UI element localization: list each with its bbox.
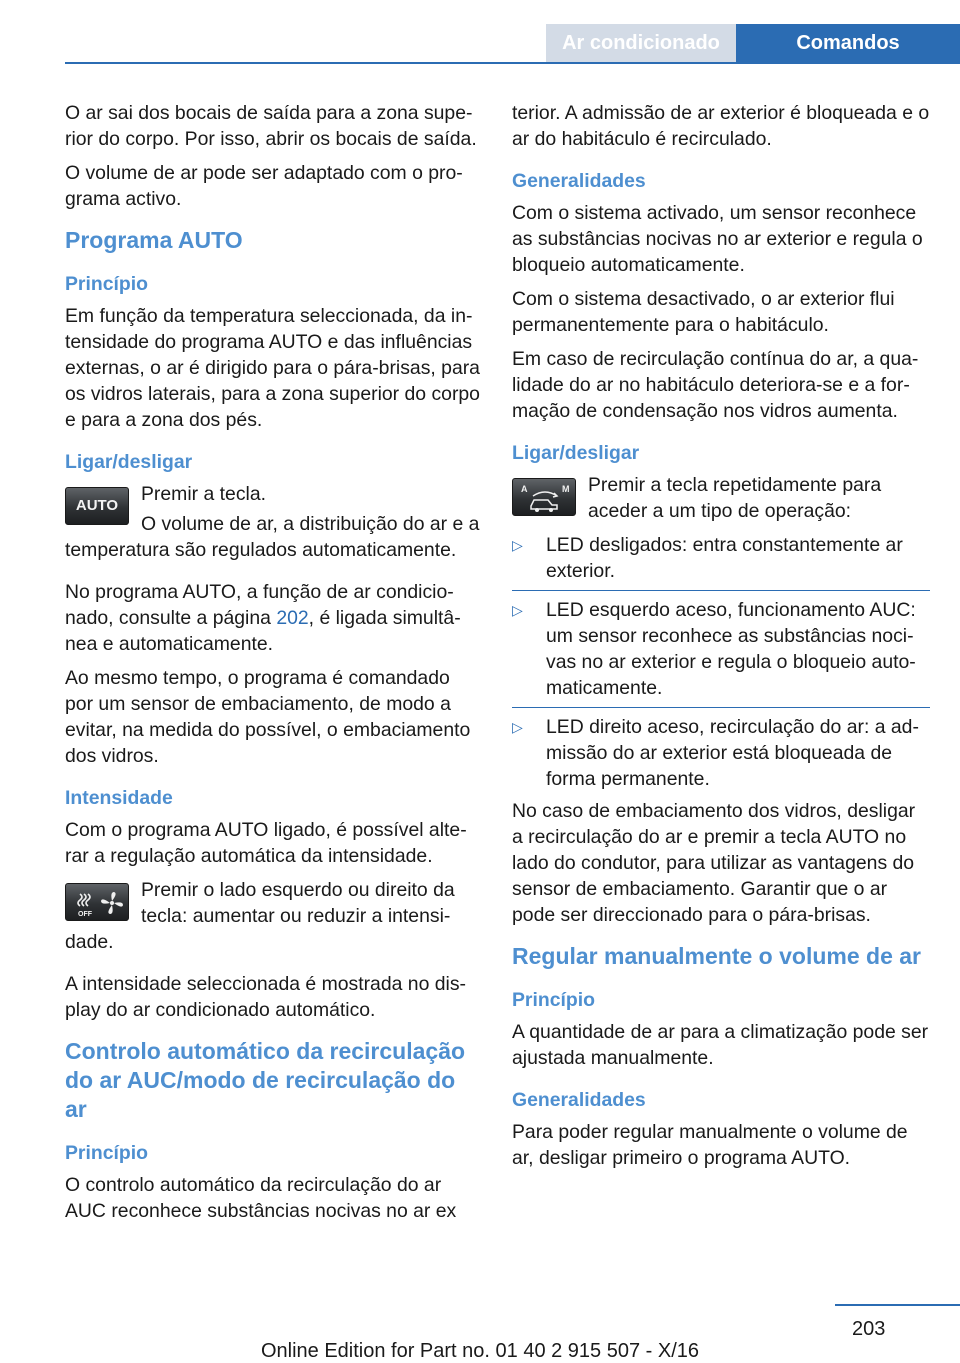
- triangle-bullet-icon: ▷: [512, 537, 523, 553]
- paragraph: Premir o lado esquerdo ou direito da tecla: aumentar ou reduzir a intensidade.: [65, 879, 455, 953]
- fan-intensity-button-icon: [65, 883, 129, 921]
- paragraph: Para poder regular manualmente o volume de ar, desligar primeiro o programa AUTO.: [512, 1121, 908, 1169]
- paragraph: No programa AUTO, a função de ar condicionado, consulte a página 202, é ligada simultânea e automaticamente.: [65, 581, 461, 655]
- subheading-principio: Princípio: [512, 989, 595, 1011]
- triangle-bullet-icon: ▷: [512, 719, 523, 735]
- paragraph: O volume de ar pode ser adaptado com o programa activo.: [65, 162, 463, 210]
- subheading-generalidades: Generalidades: [512, 1089, 646, 1111]
- header-chapter-tab: Comandos: [736, 24, 960, 62]
- paragraph: A intensidade seleccionada é mostrada no display do ar condicionado automático.: [65, 973, 467, 1021]
- paragraph: O controlo automático da recirculação do ar AUC reconhece substâncias nocivas no ar ex: [65, 1174, 457, 1222]
- recirc-button-row: [512, 472, 930, 532]
- paragraph: Em função da temperatura seleccionada, da intensidade do programa AUTO e das influências externas, o ar é dirigido para o pára-brisas, para os vidros laterais, para a zona superior do corpo e para a zona dos pés.: [65, 305, 480, 431]
- header-rule: [65, 62, 960, 64]
- header-section-tab: Ar condicionado: [546, 24, 736, 62]
- recirc-a-label: A: [521, 484, 528, 494]
- fan-button-row: [65, 877, 480, 963]
- auto-button-row: [65, 481, 480, 571]
- list-item: ▷ LED esquerdo aceso, funcionamento AUC: um sensor reconhece as substâncias nocivas no ar exterior e regula o bloqueio automaticamente.: [512, 597, 930, 708]
- paragraph: No caso de embaciamento dos vidros, desligar a recirculação do ar e premir a tecla AUTO no lado do condutor, para utilizar as vantagens do sensor de embaciamento. Garantir que o ar pode ser direccionado para o pára-brisas.: [512, 800, 916, 926]
- auto-button-icon: AUTO: [65, 487, 129, 525]
- paragraph: A quantidade de ar para a climatização pode ser ajustada manualmente.: [512, 1021, 929, 1069]
- footer-rule: [835, 1304, 960, 1306]
- left-column: [65, 100, 480, 1232]
- paragraph: terior. A admissão de ar exterior é bloqueada e o ar do habitáculo é recirculado.: [512, 102, 930, 150]
- subheading-ligar-desligar: Ligar/desligar: [512, 442, 640, 464]
- heading-regular-manualmente: Regular manualmente o volume de ar: [512, 943, 922, 969]
- subheading-principio: Princípio: [65, 1142, 148, 1164]
- paragraph: Premir a tecla repetidamente para aceder a um tipo de operação:: [588, 474, 882, 522]
- subheading-ligar-desligar: Ligar/desligar: [65, 451, 193, 473]
- paragraph: Com o programa AUTO ligado, é possível alterar a regulação automática da intensidade.: [65, 819, 467, 867]
- paragraph: O volume de ar, a distribuição do ar e a temperatura são regulados automaticamente.: [65, 513, 480, 561]
- recirculation-button-icon: [512, 478, 576, 516]
- subheading-intensidade: Intensidade: [65, 787, 173, 809]
- page-link[interactable]: 202: [276, 607, 309, 629]
- heading-programa-auto: Programa AUTO: [65, 227, 243, 253]
- operation-mode-list: [512, 532, 930, 792]
- paragraph: Com o sistema activado, um sensor reconhece as substâncias nocivas no ar exterior e regula o bloqueio automaticamente.: [512, 202, 923, 276]
- paragraph: O ar sai dos bocais de saída para a zona superior do corpo. Por isso, abrir os bocais de saída.: [65, 102, 477, 150]
- paragraph: Ao mesmo tempo, o programa é comandado por um sensor de embaciamento, de modo a evitar, na medida do possível, o embaciamento dos vidros.: [65, 667, 471, 767]
- page-number: 203: [852, 1318, 886, 1340]
- fan-off-label: OFF: [78, 911, 92, 918]
- paragraph: Com o sistema desactivado, o ar exterior flui permanentemente para o habitáculo.: [512, 288, 895, 336]
- subheading-generalidades: Generalidades: [512, 170, 646, 192]
- heading-auc: Controlo automático da recirculação do ar AUC/modo de recirculação do ar: [65, 1038, 466, 1122]
- list-item: ▷ LED desligados: entra constantemente ar exterior.: [512, 532, 930, 591]
- paragraph: Em caso de recirculação contínua do ar, a qualidade do ar no habitáculo deteriora-se e a formação de condensação nos vidros aumenta.: [512, 348, 919, 422]
- recirc-m-label: M: [562, 484, 570, 494]
- subheading-principio: Princípio: [65, 273, 148, 295]
- paragraph: Premir a tecla.: [141, 483, 266, 505]
- edition-footer: Online Edition for Part no. 01 40 2 915 507 - X/16: [260, 1340, 700, 1362]
- triangle-bullet-icon: ▷: [512, 602, 523, 618]
- list-item: ▷ LED direito aceso, recirculação do ar: a admissão do ar exterior está bloqueada de forma permanente.: [512, 716, 919, 790]
- right-column: [512, 100, 930, 1179]
